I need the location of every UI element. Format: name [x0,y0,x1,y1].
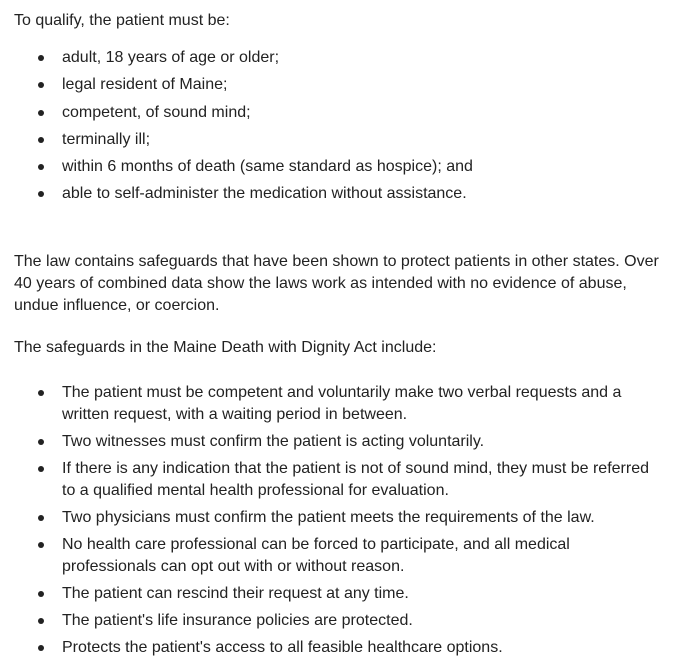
list-item: The patient's life insurance policies are protected. [0,610,672,632]
list-item: Two physicians must confirm the patient meets the requirements of the law. [0,507,672,529]
list-item: Protects the patient's access to all feasible healthcare options. [0,637,672,659]
list-item: The patient must be competent and voluntarily make two verbal requests and a written request, with a waiting period in between. [0,382,672,426]
list-item: If there is any indication that the patient is not of sound mind, they must be referred to a qualified mental health professional for evaluation. [0,458,672,502]
list-item: within 6 months of death (same standard as hospice); and [0,156,684,178]
qualify-intro: To qualify, the patient must be: [14,12,230,29]
list-item: No health care professional can be forced to participate, and all medical professionals can opt out with or without reason. [0,534,672,578]
list-item: Two witnesses must confirm the patient is acting voluntarily. [0,431,672,453]
list-item: terminally ill; [0,129,684,151]
list-item: legal resident of Maine; [0,74,684,96]
safeguard-paragraph: The law contains safeguards that have been shown to protect patients in other states. Over 40 years of combined data show the laws work as intended with no evidence of abuse, undue influence, or coercion. [14,253,659,314]
list-item: able to self-administer the medication without assistance. [0,183,684,205]
qualification-list [0,47,684,211]
list-item: competent, of sound mind; [0,102,684,124]
list-item: The patient can rescind their request at any time. [0,583,672,605]
safeguard-list [0,382,672,664]
list-item: adult, 18 years of age or older; [0,47,684,69]
safeguard-intro: The safeguards in the Maine Death with Dignity Act include: [14,339,437,356]
